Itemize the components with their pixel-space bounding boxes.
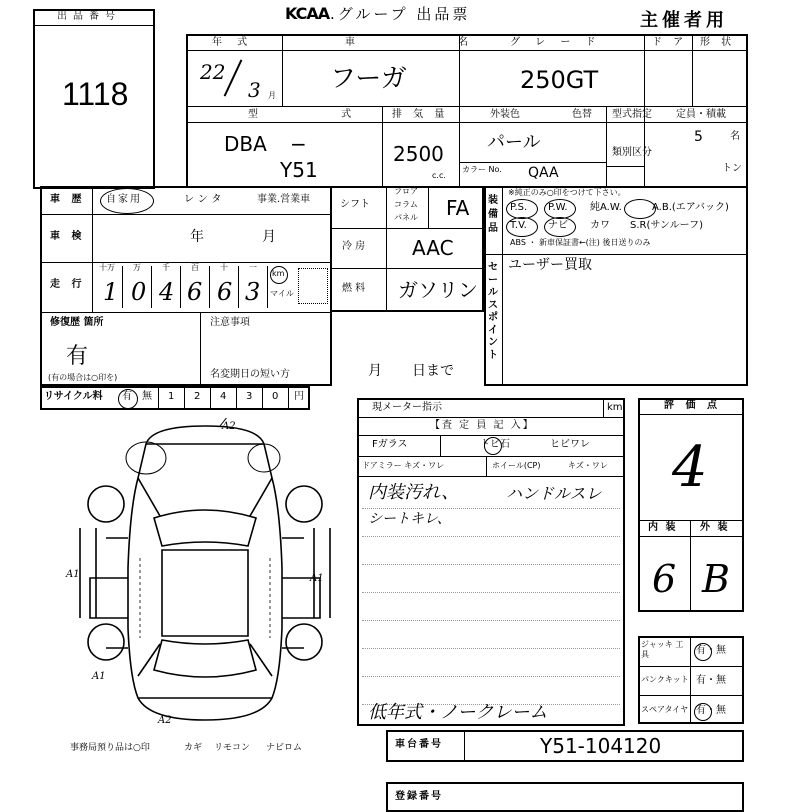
kcaa-logo: KCAA <box>285 4 330 23</box>
wheel-rear-right <box>286 624 322 660</box>
wheel-front-right <box>286 486 322 522</box>
shift-column: コラム <box>394 200 418 209</box>
wheel-rear-left <box>88 624 124 660</box>
cc-unit: c.c. <box>432 171 446 180</box>
office-key: カギ <box>184 743 203 753</box>
load-unit: トン <box>722 163 742 174</box>
displacement-value: 2500 <box>393 142 444 166</box>
model-dash: − <box>290 132 307 156</box>
damage-mark-rear-left: A1 <box>92 671 106 682</box>
mirror-label: ドアミラー キズ・ワレ <box>362 461 445 470</box>
history-label: 車 歴 <box>50 194 86 205</box>
repair-note: (有の場合は○印を) <box>48 373 118 382</box>
model-prefix: DBA <box>224 132 267 156</box>
recycle-digit-1: 1 <box>168 391 175 402</box>
car-body-outline <box>128 426 282 720</box>
chassis-value: Y51-104120 <box>540 734 662 758</box>
name-change-day: 日まで <box>412 363 454 379</box>
classification-label: 類別区分 <box>612 147 652 158</box>
name-change-month: 月 <box>368 363 382 379</box>
color-change-label: 色替 <box>572 109 592 120</box>
office-label: 事務局預り品は○印 <box>70 743 150 753</box>
repair-label: 修復歴 箇所 <box>50 317 104 328</box>
equipment-ab: A.B.(エアバック) <box>652 202 729 213</box>
vehicle-name: フーガ <box>330 64 407 94</box>
fuel-label: 燃 料 <box>342 283 366 294</box>
inspection-note-2: ハンドルスレ <box>506 484 602 503</box>
spare-yes-no: 有・無 <box>696 705 726 716</box>
color-no-value: QAA <box>528 165 559 181</box>
equipment-aw: 純A.W. <box>590 202 622 213</box>
equipment-navi: ナビ <box>548 220 568 231</box>
mileage-digit-1: 1 <box>103 278 119 306</box>
office-navi-rom: ナビロム <box>266 743 303 753</box>
equipment-leather: カワ <box>590 220 610 231</box>
windshield-chip: トビ石 <box>480 439 510 450</box>
grade-value: 250GT <box>520 66 599 94</box>
office-remote: リモコン <box>214 743 251 753</box>
registration-label: 登録番号 <box>395 791 443 802</box>
fuel-value: ガソリン <box>398 278 478 302</box>
shift-label: シフト <box>340 199 370 210</box>
ac-value: AAC <box>412 236 454 260</box>
puncture-label: パンクキット <box>641 675 689 684</box>
model-label: 型 式 <box>248 109 392 120</box>
damage-mark-right: A1 <box>310 573 324 584</box>
spare-label: スペアタイヤ <box>641 705 689 714</box>
displacement-label: 排 気 量 <box>392 109 449 120</box>
exterior-value: B <box>702 557 730 601</box>
year-label: 年 式 <box>212 37 254 48</box>
doors-label: ド ア <box>652 37 688 48</box>
organizer-label: 主催者用 <box>640 10 728 31</box>
color-no-label: カラー No. <box>462 165 502 174</box>
notes-label: 注意事項 <box>210 317 250 328</box>
month-value: 3 <box>248 78 261 102</box>
wheel-options: キズ・ワレ <box>568 461 608 470</box>
form-title: .グループ 出品票 <box>330 5 471 23</box>
exterior-color-label: 外装色 <box>490 109 520 120</box>
equipment-label: 装 備 品 <box>488 195 498 234</box>
digit-label-100: 百 <box>191 263 199 272</box>
inspection-bottom-note: 低年式・ノークレーム <box>368 702 548 723</box>
grade-label: グ レ ー ド <box>510 37 602 48</box>
name-change-label: 名変期日の短い方 <box>210 369 290 380</box>
km-label: km <box>272 269 285 278</box>
equipment-pw: P.W. <box>548 202 568 213</box>
score-label: 評 価 点 <box>664 400 721 411</box>
digit-label-1k: 千 <box>162 263 170 272</box>
recycle-digit-3: 4 <box>220 391 227 402</box>
equipment-sr: S.R(サンルーフ) <box>630 220 704 231</box>
mile-label: マイル <box>270 289 294 298</box>
recycle-unit: 円 <box>294 391 304 402</box>
sales-label: セ ー ル ス ポ イ ン ト <box>488 262 498 361</box>
digit-label-10: 十 <box>220 263 228 272</box>
capacity-label: 定員・積載 <box>676 109 726 120</box>
repair-value: 有 <box>66 344 89 369</box>
car-windshield <box>154 510 256 546</box>
month-unit: 月 <box>268 91 276 100</box>
chassis-label: 車台番号 <box>395 739 443 750</box>
recycle-label: リサイクル料 <box>44 391 103 402</box>
shape-label: 形 状 <box>700 37 736 48</box>
interior-value: 6 <box>652 557 677 601</box>
jack-yes-no: 有・無 <box>696 645 726 656</box>
recycle-yes: 有 <box>122 391 132 402</box>
entry-label: 【査 定 員 記 入】 <box>430 420 535 431</box>
lot-number-label: 出品番号 <box>57 11 121 22</box>
shift-floor: フロア <box>394 187 418 196</box>
shift-value: FA <box>446 196 470 220</box>
jack-label: ジャッキ 工 具 <box>641 640 684 660</box>
damage-mark-front: A2 <box>222 421 236 432</box>
private-use-circle <box>100 188 154 214</box>
equipment-abs: ABS ・ 新車保証書←(注) 後日送りのみ <box>510 238 651 247</box>
model-designation-label: 型式指定 <box>612 109 652 120</box>
wheel-label: ホイール(CP) <box>492 461 541 470</box>
year-value: 22 <box>200 60 226 84</box>
mileage-digit-5: 6 <box>217 278 233 306</box>
equipment-tv: T.V. <box>510 220 527 231</box>
meter-km: km <box>607 402 623 413</box>
color-value: パール <box>487 132 541 153</box>
equipment-ps: P.S. <box>510 202 528 213</box>
mileage-digit-2: 0 <box>131 278 147 306</box>
rental-option: レンタ <box>184 194 226 205</box>
recycle-digit-5: 0 <box>272 391 279 402</box>
recycle-digit-4: 3 <box>246 391 253 402</box>
interior-label: 内 装 <box>648 522 678 533</box>
business-option: 事業.営業車 <box>257 194 311 205</box>
mileage-digit-3: 4 <box>159 278 175 306</box>
digit-label-1: 一 <box>249 263 257 272</box>
shift-panel: パネル <box>394 213 418 222</box>
name-label: 車 名 <box>345 37 519 48</box>
mileage-digits <box>93 262 269 312</box>
inspection-year-unit: 年 <box>190 229 204 245</box>
damage-mark-left: A1 <box>66 569 80 580</box>
inspection-note-3: シートキレ、 <box>368 511 451 527</box>
windshield-crack: ヒビワレ <box>550 439 590 450</box>
wheel-front-left <box>88 486 124 522</box>
inspection-month-unit: 月 <box>262 229 276 245</box>
car-rear-window <box>154 640 256 677</box>
inspection-label: 車 検 <box>50 231 86 242</box>
score-value: 4 <box>672 435 708 500</box>
car-diagram <box>60 418 350 738</box>
model-code: Y51 <box>280 158 318 182</box>
mileage-digit-4: 6 <box>187 278 203 306</box>
digit-label-100k: 十万 <box>99 263 115 272</box>
mileage-digit-6: 3 <box>245 278 261 306</box>
recycle-digit-2: 2 <box>194 391 201 402</box>
exterior-label: 外 装 <box>700 522 730 533</box>
capacity-value: 5 <box>694 129 703 145</box>
car-roof <box>162 550 248 636</box>
lot-number-value: 1118 <box>62 76 129 112</box>
private-use-option: 自家用 <box>106 194 142 205</box>
ac-label: 冷 房 <box>342 241 366 252</box>
digit-label-10k: 万 <box>133 263 141 272</box>
sales-user-purchase: ユーザー買取 <box>508 257 592 273</box>
puncture-yes-no: 有・無 <box>696 675 726 686</box>
mileage-label: 走 行 <box>50 279 86 290</box>
meter-label: 現メーター指示 <box>372 402 442 413</box>
equipment-note: ※純正のみ○印をつけて下さい。 <box>508 188 626 197</box>
damage-mark-rear: A2 <box>158 715 172 726</box>
recycle-no: 無 <box>142 391 152 402</box>
capacity-unit: 名 <box>730 131 740 142</box>
inspection-note-1: 内装汚れ、 <box>368 482 460 503</box>
windshield-label: Fガラス <box>372 439 408 450</box>
